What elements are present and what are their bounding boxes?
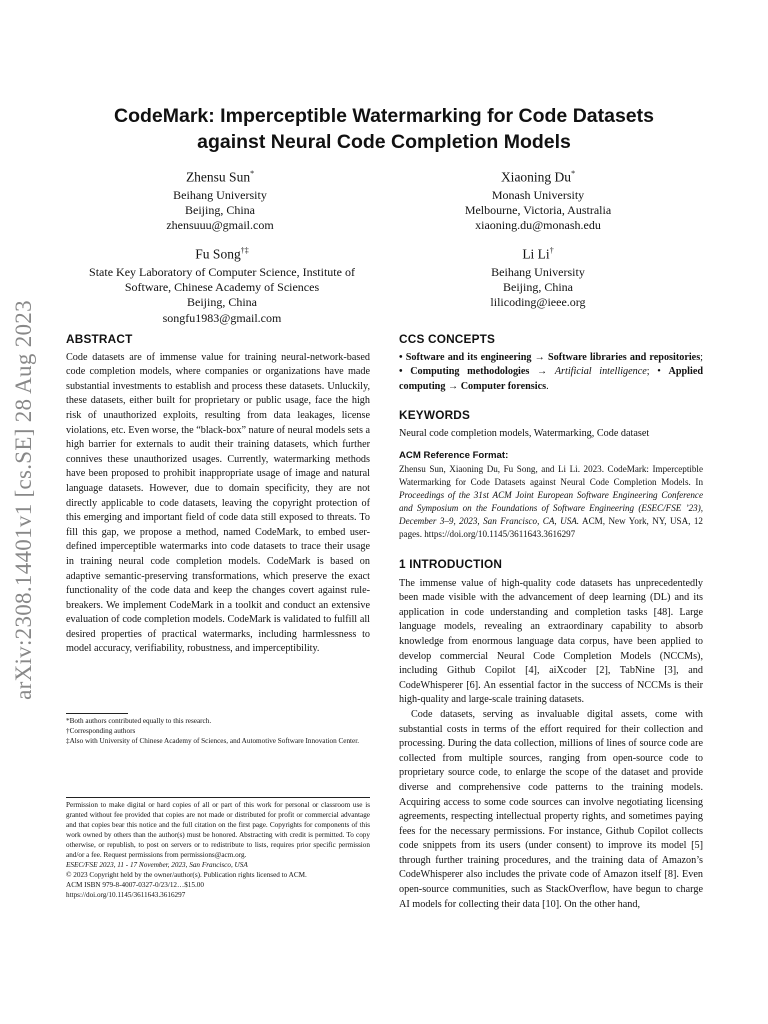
reference-proceedings: Proceedings of the 31st ACM Joint European Software Engineering Conference and Symposium on the Foundations of Software Engineering (ESEC/FSE ’23), December 3–9, 2023, San Francisco, CA, USA.	[399, 490, 703, 526]
permission-block	[66, 800, 370, 900]
title-line-2: against Neural Code Completion Models	[197, 131, 571, 153]
author-affiliation: State Key Laboratory of Computer Science, Institute of	[89, 264, 355, 279]
abstract-heading: ABSTRACT	[66, 332, 133, 346]
author-affiliation: Beihang University	[491, 264, 585, 279]
author-affiliation: Software, Chinese Academy of Sciences	[124, 279, 320, 294]
ccs-item: • Software and its engineering → Software libraries and repositories	[399, 351, 701, 363]
introduction-paragraph: The immense value of high-quality code datasets has unprecedentedly been made visible with the advancement of deep learning (DL) and its application in code understanding and completion tasks [48]. Large language models, revealing an extraordinary capability to absorb knowledge from enormous language data corpus, have been applied to develop commercial Neural Code Completion Models (NCCMs), including Github Copilot [4], aiXcoder [2], TabNine [3], and CodeWhisperer [6]. An essential factor in the success of NCCMs is their high-quality and large-scale training datasets.	[399, 577, 703, 706]
footnote: ‡Also with University of Chinese Academy of Sciences, and Automotive Software Innovation Center.	[66, 737, 360, 745]
footnote-rule	[66, 713, 128, 714]
author-mark: *	[250, 169, 255, 178]
permission-rule	[66, 797, 370, 798]
ccs-end: .	[546, 380, 549, 392]
paper-title	[60, 103, 708, 155]
author-block	[418, 165, 658, 234]
ccs-separator: ;	[700, 351, 703, 363]
author-name	[100, 165, 340, 186]
author-email: zhensuuu@gmail.com	[166, 218, 274, 233]
introduction-paragraph: Code datasets, serving as invaluable digital assets, come with substantial costs in terms of the effort required for their collection and processing. During the data collection, millions of lines of source code are collected from multiple sources, ranging from open-source code to proprietary source code, to enlarge the scope of the dataset and provide diverse and comprehensive code patterns to the training models. Acquiring access to some code sources can involve negotiating licensing agreements, respecting intellectual property rights, and sometimes paying fees for the necessary permissions. For instance, Github Copilot collects code snippets from its users (under consent) to improve its model [5] through further training procedures, and the training data of Amazon’s CodeWhisperer also includes the private code of Amazon itself [8]. Even open-source communities, such as StackOverflow, have begun to charge AI models for collecting their data [10]. On the other hand,	[399, 708, 703, 910]
author-block	[74, 242, 370, 326]
footnote: *Both authors contributed equally to this research.	[66, 717, 212, 725]
author-affiliation: Beihang University	[173, 187, 267, 202]
abstract-text: Code datasets are of immense value for training neural-network-based code completion models, where companies or organizations have made substantial investments to establish and process these datasets. Unluckily, these datasets, either built for proprietary or public usage, face the high risk of unauthorized exploits, resulting from data leakages, license violations, etc. Even worse, the “black-box” nature of neural models sets a high barrier for externals to audit their training datasets, which further connives these unauthorized usages. Currently, watermarking methods have been proposed to prohibit inappropriate usage of image and natural language datasets. However, due to domain specificity, they are not directly applicable to code datasets, leaving the copyright protection of this emerging and important field of code data still exposed to threats. To fill this gap, we propose a method, named CodeMark, to embed user-defined imperceptible watermarks into code datasets to trace their usage in training neural code completion models. CodeMark is based on adaptive semantic-preserving transformations, which preserve the exact functionality of the code data and keep the changes covert against rule-breakers. We implement CodeMark in a toolkit and conduct an extensive evaluation of code completion models. CodeMark is validated to fulfill all desired properties of practical watermarks, including harmlessness to model accuracy, verifiability, robustness, and imperceptibility.	[66, 351, 370, 655]
author-email: songfu1983@gmail.com	[162, 310, 282, 325]
author-location: Melbourne, Victoria, Australia	[464, 202, 612, 217]
footnote: †Corresponding authors	[66, 727, 136, 735]
author-block	[418, 242, 658, 311]
author-affiliation: Monash University	[491, 187, 585, 202]
author-email: lilicoding@ieee.org	[490, 295, 586, 310]
isbn-line: ACM ISBN 979-8-4007-0327-0/23/12…$15.00	[66, 881, 204, 889]
reference-text: Zhensu Sun, Xiaoning Du, Fu Song, and Li Li. 2023. CodeMark: Imperceptible Watermarking for Code Datasets against Neural Code Completion Models. In	[399, 464, 703, 487]
author-email: xiaoning.du@monash.edu	[475, 218, 601, 233]
author-name-text: Li Li	[522, 246, 550, 262]
introduction-heading: 1 INTRODUCTION	[399, 557, 503, 571]
ccs-concepts-text	[399, 351, 703, 395]
author-mark: *	[571, 169, 576, 178]
author-name	[74, 242, 370, 263]
arxiv-id-text: arXiv:2308.14401v1 [cs.SE] 28 Aug 2023	[11, 300, 36, 700]
reference-text: ACM, New York, NY, USA, 12 pages. https://doi.org/10.1145/3611643.3616297	[399, 516, 703, 539]
ccs-separator: ; •	[646, 366, 661, 378]
author-mark: †‡	[240, 246, 249, 255]
author-name-text: Fu Song	[195, 246, 241, 262]
ccs-item: Applied computing → Computer forensics	[399, 366, 704, 392]
title-line-1: CodeMark: Imperceptible Watermarking for Code Datasets	[114, 105, 654, 127]
doi-link[interactable]: https://doi.org/10.1145/3611643.3616297	[66, 891, 186, 899]
author-location: Beijing, China	[185, 202, 255, 217]
ccs-item: • Computing methodologies →	[399, 366, 548, 378]
copyright-line: © 2023 Copyright held by the owner/author(s). Publication rights licensed to ACM.	[66, 871, 307, 879]
author-location: Beijing, China	[503, 279, 573, 294]
author-location: Beijing, China	[187, 295, 257, 310]
reference-format-text	[399, 463, 703, 541]
author-mark: †	[549, 246, 554, 255]
author-block	[100, 165, 340, 234]
keywords-text: Neural code completion models, Watermarking, Code dataset	[399, 427, 650, 439]
footnotes	[66, 716, 370, 746]
arxiv-identifier	[8, 270, 40, 730]
author-name-text: Zhensu Sun	[185, 169, 251, 185]
abstract-section	[66, 332, 370, 657]
venue-line: ESEC/FSE 2023, 11 - 17 November, 2023, San Francisco, USA	[66, 861, 248, 869]
reference-format-heading: ACM Reference Format:	[399, 450, 509, 461]
author-name	[418, 242, 658, 263]
keywords-heading: KEYWORDS	[399, 408, 471, 422]
reference-format-section	[399, 449, 703, 541]
ccs-heading: CCS CONCEPTS	[399, 332, 496, 346]
introduction-section	[399, 557, 703, 912]
permission-text: Permission to make digital or hard copies of all or part of this work for personal or classroom use is granted without fee provided that copies are not made or distributed for profit or commercial advantage and that copies bear this notice and the full citation on the first page. Copyrights for components of this work owned by others than the author(s) must be honored. Abstracting with credit is permitted. To copy otherwise, or republish, to post on servers or to redistribute to lists, requires prior specific permission and/or a fee. Request permissions from permissions@acm.org.	[66, 801, 370, 859]
author-name	[418, 165, 658, 186]
author-name-text: Xiaoning Du	[500, 169, 572, 185]
ccs-section	[399, 332, 703, 394]
keywords-section	[399, 408, 703, 441]
ccs-item-italic: Artificial intelligence	[554, 366, 647, 378]
